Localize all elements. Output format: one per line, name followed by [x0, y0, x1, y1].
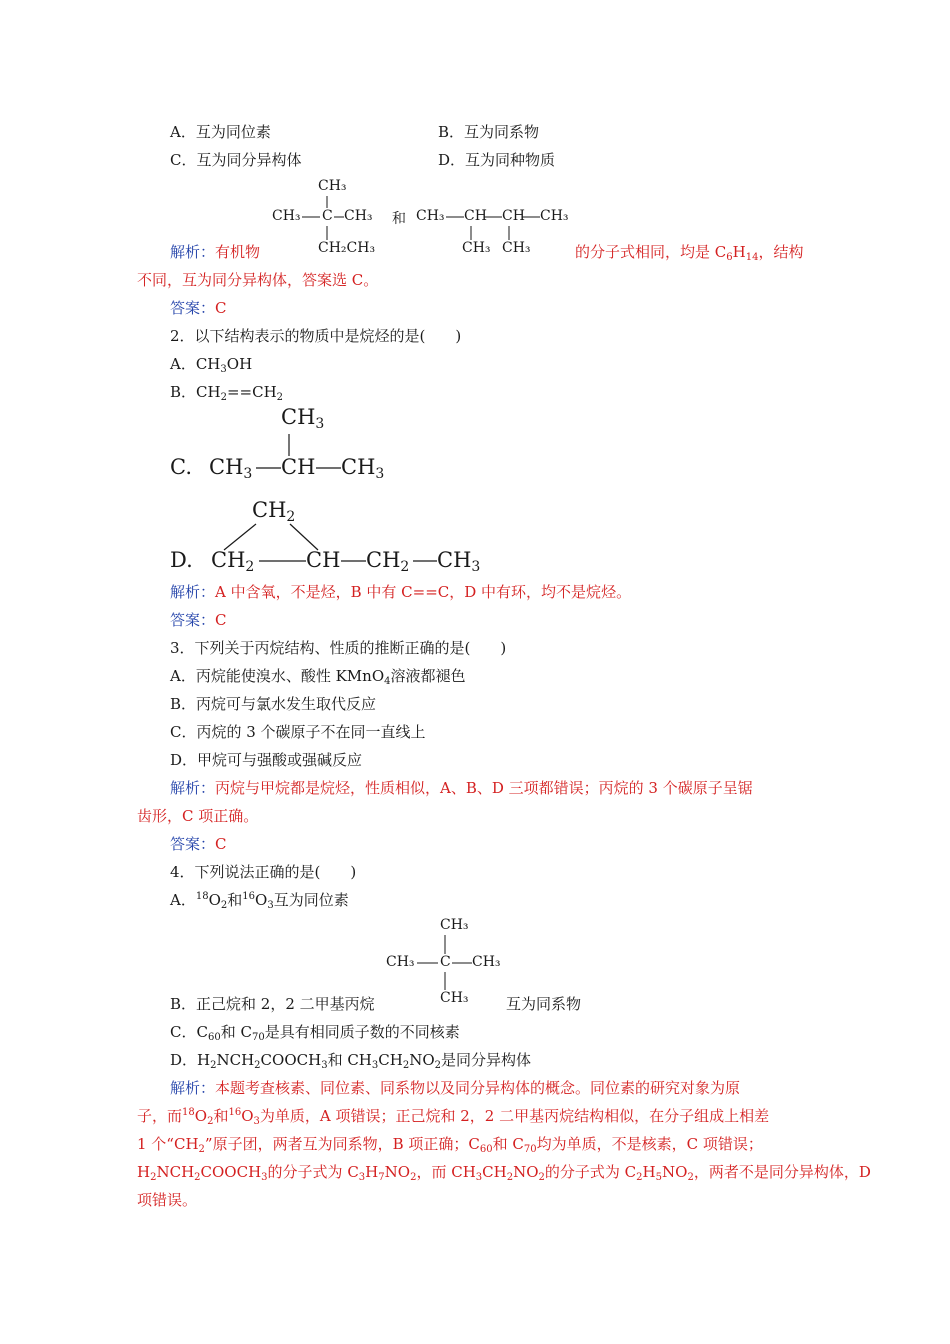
mol1-bottom-group: CH₂CH₃: [318, 240, 376, 256]
q1-analysis-line-1-tail: 的分子式相同，均是 $C_6H_{14}$，结构: [575, 243, 804, 263]
q1-option-d: D．互为同种物质: [438, 151, 556, 169]
q3-stem: 3．下列关于丙烷结构、性质的推断正确的是( ): [170, 639, 507, 657]
analysis-label: 解析：: [170, 243, 216, 261]
q4-option-d: D．$H_2NCH_2COOCH_3$和 $CH_3CH_2NO_2$是同分异构体: [170, 1051, 532, 1071]
q4-mol-left-group: CH₃: [386, 954, 415, 970]
mol2-left-group: CH₃: [416, 208, 445, 224]
q4-option-b: B．正己烷和 2，2 二甲基丙烷: [170, 995, 375, 1013]
q4-mol-center: C: [440, 954, 451, 970]
q3-option-a: A．丙烷能使溴水、酸性 KMnO$_4$溶液都褪色: [170, 667, 466, 687]
q3-option-b: B．丙烷可与氯水发生取代反应: [170, 695, 377, 713]
mol1-right-group: CH₃: [344, 208, 373, 224]
q1-option-b: B．互为同系物: [438, 123, 540, 141]
mol2-carbon-2: CH: [502, 208, 525, 224]
q4-option-a: A．$^{18}O_2$和$^{16}O_3$互为同位素: [170, 891, 349, 911]
q4-analysis-line-4: $H_2NCH_2COOCH_3$的分子式为 $C_3H_7NO_2$，而 $CH_3CH_2NO_2$的分子式为 $C_2H_5NO_2$，两者不是同分异构体，D: [137, 1163, 871, 1183]
q1-answer: 答案：C: [170, 299, 227, 317]
q2-option-b: B．$CH_2==CH_2$: [170, 383, 284, 403]
q2-analysis: 解析：A 中含氧，不是烃，B 中有 C==C，D 中有环，均不是烷烃。: [170, 583, 632, 601]
q1-option-c: C．互为同分异构体: [170, 151, 302, 169]
q2-d-carbon-1: $CH_2$: [211, 548, 255, 575]
mol1-left-group: CH₃: [272, 208, 301, 224]
q4-analysis-line-1: 解析：本题考查核素、同位素、同系物以及同分异构体的概念。同位素的研究对象为原: [170, 1079, 741, 1097]
q2-c-top-group: $CH_3$: [281, 405, 325, 432]
q2-c-left-group: $CH_3$: [209, 455, 253, 482]
q2-answer: 答案：C: [170, 611, 227, 629]
q2-c-center: CH: [281, 455, 316, 479]
q4-option-c: C．$C_{60}$和 $C_{70}$是具有相同质子数的不同核素: [170, 1023, 460, 1043]
q1-analysis-line-1: 解析：有机物: [170, 243, 261, 261]
q4-stem: 4．下列说法正确的是( ): [170, 863, 357, 881]
q3-answer: 答案：C: [170, 835, 227, 853]
q2-d-carbon-2: CH: [306, 548, 341, 572]
q3-option-c: C．丙烷的 3 个碳原子不在同一直线上: [170, 723, 426, 741]
q1-and-word: 和: [392, 211, 406, 227]
mol2-branch-1: CH₃: [462, 240, 491, 256]
q2-d-carbon-3: $CH_2$: [366, 548, 410, 575]
q1-option-a: A．互为同位素: [170, 123, 271, 141]
q3-option-d: D．甲烷可与强酸或强碱反应: [170, 751, 363, 769]
mol1-top-group: CH₃: [318, 178, 347, 194]
q3-analysis-line-2: 齿形，C 项正确。: [137, 807, 259, 825]
q2-d-carbon-4: $CH_3$: [437, 548, 481, 575]
mol2-branch-2: CH₃: [502, 240, 531, 256]
q4-analysis-line-5: 项错误。: [137, 1191, 198, 1209]
q2-c-right-group: $CH_3$: [341, 455, 385, 482]
q4-mol-bottom-group: CH₃: [440, 990, 469, 1006]
q4-option-b-tail: 互为同系物: [506, 995, 582, 1013]
mol1-center-atom: C: [322, 208, 333, 224]
q4-mol-right-group: CH₃: [472, 954, 501, 970]
q4-mol-top-group: CH₃: [440, 917, 469, 933]
mol2-carbon-1: CH: [464, 208, 487, 224]
q3-analysis-line-1: 解析：丙烷与甲烷都是烷烃，性质相似，A、B、D 三项都错误；丙烷的 3 个碳原子呈锯: [170, 779, 753, 797]
q4-analysis-line-2: 子，而$^{18}O_2$和$^{16}O_3$为单质，A 项错误；正己烷和 2，2 二甲基丙烷结构相似，在分子组成上相差: [137, 1107, 770, 1127]
q1-analysis-line-2: 不同，互为同分异构体，答案选 C。: [137, 271, 379, 289]
q2-c-label: C.: [170, 455, 192, 479]
q2-option-a: A．$CH_3OH$: [170, 355, 253, 375]
q2-d-label: D.: [170, 548, 193, 572]
q4-analysis-line-3: 1 个“$CH_2$”原子团，两者互为同系物，B 项正确；$C_{60}$和 $C_{70}$均为单质，不是核素，C 项错误；: [137, 1135, 763, 1155]
q2-stem: 2．以下结构表示的物质中是烷烃的是( ): [170, 327, 462, 345]
mol2-right-group: CH₃: [540, 208, 569, 224]
q2-d-top-group: $CH_2$: [252, 498, 296, 525]
